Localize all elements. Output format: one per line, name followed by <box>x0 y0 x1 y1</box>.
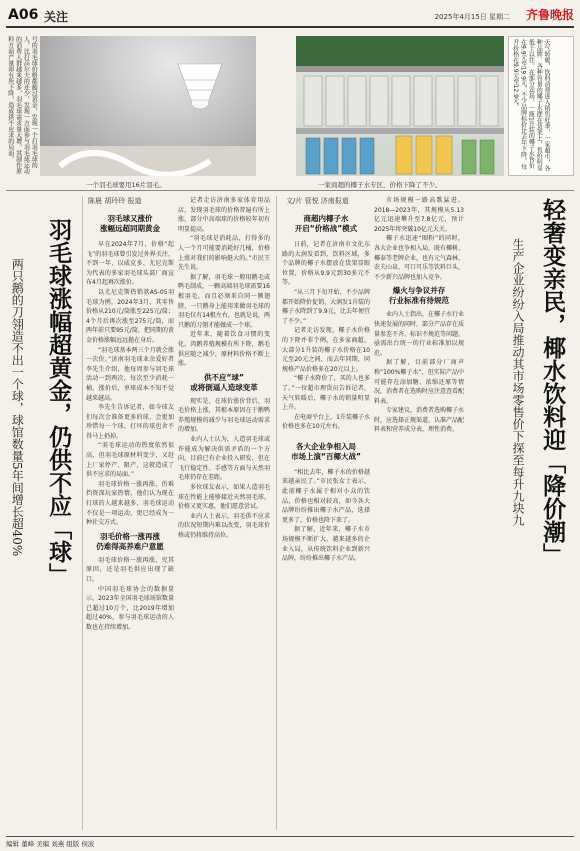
article1-paragraph: 据了解，羽毛球一般用鹅毛或鸭毛制成，一颗高端羽毛球需要16根羽毛，而且必须来自同一侧翅膀，一只鹅身上能用来做羽毛球的羽毛仅有14根左右，也就是说，两只鹅的刀翎才能做成一个球。 <box>178 273 270 329</box>
photo-right-caption: 一家商超的椰子水专区，价格下降了不少。 <box>318 181 442 189</box>
article2-column-b <box>374 196 464 832</box>
article2-paragraph: 据了解，目前部分厂商声称“100%椰子水”，但实际产品中可能存在添加糖、浓缩还原等情况，消费者在选购时应注意查看配料表。 <box>374 359 464 405</box>
section-title: 关注 <box>44 10 69 24</box>
article2-paragraph: 据了解，近年来，椰子水市场规模不断扩大，越来越多的企业入局，从传统饮料企业到新兴品牌，纷纷推出椰子水产品。 <box>282 526 370 563</box>
shuttlecock-icon <box>170 56 230 116</box>
article1-paragraph: “羽毛球运动的热度依然很高，但羽毛球原材料变少，又赶上厂家停产、限产，这就造成了供不应求的局面。” <box>86 442 174 479</box>
photo-left-caption: 一个羽毛球要用16片羽毛。 <box>86 181 166 189</box>
article2-paragraph: 椰子水迅速“圈粉”的同时，各大企业也争相入局，既有椰树、椰泰等老牌企业，也有元气森林、农夫山泉、可口可乐等饮料巨头，不少新兴品牌也加入竞争。 <box>374 235 464 281</box>
article2-market-subhead: 各大企业争相入局 市场上演“百椰大战” <box>291 441 361 461</box>
article1-paragraph: 羽毛球价格一涨再涨，究其原因，还是羽毛供应出现了缺口。 <box>86 556 174 583</box>
article2-paragraph: 市场规模一路高歌猛进。2018—2023年，其规模从5.13亿元迅速攀升至7.8亿元，预计2025年将突破10亿元大关。 <box>374 197 464 233</box>
article1-paragraph: 以尤尼克斯热销款AS-05羽毛球为例，2024年3月，其零售价格从210元/筒涨至225元/筒；4个月后再次涨至275元/筒，而两年前只要95元/筒，把同期的黄金价格涨幅远远抛在身后。 <box>86 288 174 344</box>
coconut-water-shelf-photo <box>296 36 504 176</box>
article2-paragraph: 在电商平台上，1升装椰子水价格也多在10元左右。 <box>282 413 370 431</box>
article1-paragraph: “羽毛球是消耗品，打得多的人一个月可能要消耗好几桶，价格上涨对我们的影响挺大的。”市民王先生说。 <box>178 235 270 272</box>
article1-column-a <box>86 208 174 832</box>
photo-left-sidebar <box>6 36 38 176</box>
article-divider <box>276 196 277 830</box>
article1-paragraph: 早在2024年7月，价格“起飞”的羽毛球曾引发过外界关注，不到一年，以威克多、尤尼克斯为代表的多家羽毛球头部厂商宣布4月起再次涨价。 <box>86 241 174 287</box>
article2-subheadline: 生产企业纷纷入局推动其市场零售价下探至每升九块九 <box>511 238 525 526</box>
masthead-logo: 齐鲁晚报 <box>525 8 574 22</box>
article1-why-subhead: 供不应“球” 或将倒逼人造球变革 <box>190 372 258 392</box>
article1-column-b <box>178 196 270 832</box>
article1-paragraph: 记者走访济南多家体育用品店，发现羽毛球的价格普遍有所上涨，部分中高端球的价格较年初有明显提高。 <box>178 197 270 233</box>
article1-paragraph: 近年来，随着饮食习惯的变化，肉鹅养殖规模有所下降，鹅毛供应随之减少，原材料价格不断上涨。 <box>178 331 270 368</box>
photo-left-side-text: 号的羽毛球价格都超过黄金，发现一个打羽毛球的人，比打高尔夫的还少，发现一方面参与羽毛球运动的消费人群越来越多，羽毛球需求量大增，其制作原料方面产量却有所下降，造成供不应求的局面。 <box>6 36 38 174</box>
article1-headline: 羽毛球涨幅超黄金，仍供不应「球」 <box>45 218 73 586</box>
photo-right-side-text: 天气转暖，饮料消费进入销售旺季，一家超市，各种品牌、各种容量的椰子水摆在货架上，售价明显低于以往。在部分卖场，一瓶1升装的椰子水售价在9.9元至19.9元，不少品牌标价比去年下降，每升价格在9.9元至12.9元。 <box>511 39 550 171</box>
shelf-products-icon <box>296 36 504 176</box>
article1-paragraph: 多位球友表示，如果人造羽毛球在性能上能够接近天然羽毛球，价格又更实惠，他们愿意尝试。 <box>178 484 270 511</box>
article2-paragraph: “从三月下旬开始，不少品牌都开始降价促销，大润发1升装的椰子水降到了9.9元，比去年便宜了不少。” <box>282 288 370 325</box>
article1-paragraph: 现实是，在球价涨价背后，羽毛价格上涨，其根本原因在于鹅鸭养殖规模的减少与羽毛球运动需求的增加。 <box>178 397 270 434</box>
article1-intro-subhead: 羽毛球又涨价 涨幅远超同期黄金 <box>100 214 160 233</box>
article2-paragraph: 业内人士指出，在椰子水行业快速发展的同时，部分产品存在质量参差不齐、标识不规范等问题，亟需出台统一的行业标准加以规范。 <box>374 311 464 357</box>
feather-tray-icon <box>40 136 256 176</box>
article2-paragraph: 记者走访发现，椰子水价格的下降并非个例，在多家商超，大部分1升装的椰子水价格在10元至20元之间，而去年同期，同规格产品价格多在20元以上。 <box>282 327 370 373</box>
article2-paragraph: 日前，记者在济南市文化东路的大润发看到，饮料区域，多个品牌的椰子水摆放在货架显眼位置，价格从9.9元到30多元不等。 <box>282 241 370 287</box>
article2-column-a <box>282 208 370 832</box>
article2-paragraph: 专家建议，消费者选购椰子水时，应选择正规渠道，认准产品配料表和营养成分表，理性消费。 <box>374 407 464 434</box>
article1-paragraph: 中国羽毛球协会的数据显示，2023年全国羽毛球场馆数量已超过10万个，比2019年增加超过40%，参与羽毛球运动的人数也在持续增加。 <box>86 585 174 631</box>
page-number: A06 <box>8 7 39 23</box>
article2-paragraph: “相比去年，椰子水的价格越来越亲民了。”市民张女士表示，此前椰子水属于相对小众的饮品，价格也相对较高，如今各大品牌纷纷推出椰子水产品，选择更多了，价格也降下来了。 <box>282 468 370 524</box>
article1-supply-subhead: 羽毛价格一涨再涨 仍难得高养难户意愿 <box>96 531 164 551</box>
dateline: 2025年4月15日 星期二 <box>434 13 510 21</box>
article2-industry-subhead: 爆火与争议并存 行业标准有待规范 <box>389 286 449 306</box>
article1-paragraph: 业内人士认为，人造羽毛球或许能成为解决供需矛盾的一个方向，目前已有企业投入研发，但在飞行稳定性、手感等方面与天然羽毛球仍存在差距。 <box>178 436 270 482</box>
article1-paragraph: “羽毛球基本两三个月就会涨一次价。”济南羽毛球业余爱好者李先生介绍，他每周参与羽毛球活动一到两次，每次至少消耗一桶，涨价后，单球成本不知不觉越来越高。 <box>86 346 174 402</box>
article2-intro-subhead: 商超内椰子水 开启“价格战”模式 <box>294 214 358 233</box>
article1-paragraph: 业内人士表示，羽毛供不应求的状况短期内难以改变，羽毛球价格或仍将维持高位。 <box>178 512 270 539</box>
editor-credits: 编辑 董峰 美编 刘燕 组版 侯波 <box>6 840 95 848</box>
article2-paragraph: “椰子水降价了，买的人也多了。”一位超市理货员告诉记者，天气转暖后，椰子水的销量明显上升。 <box>282 375 370 412</box>
column-divider <box>82 196 83 830</box>
article1-subheadline: 两只鹅的刀翎造不出一个球，球馆数量5年间增长超40% <box>10 258 25 557</box>
photo-right-sidebar <box>508 36 574 176</box>
shuttlecock-photo <box>40 36 256 176</box>
article2-byline: 文/片 管悦 济南报道 <box>286 197 349 205</box>
page-footer <box>6 836 574 848</box>
page-header <box>6 6 574 28</box>
section-divider <box>6 190 574 191</box>
article1-paragraph: 羽毛球价格一涨再涨，仍难挡资深玩家热情，他们认为现在打球的人越来越多，羽毛球运动不仅是一项运动，更已经成为一种社交方式。 <box>86 480 174 527</box>
article1-byline: 陈晨 胡玲玲 报道 <box>88 197 142 205</box>
article1-paragraph: 李先生告诉记者，如今球友们每次会准备更多的球，会更加珍惜每一个球，打坏的球也舍不得马上扔掉。 <box>86 404 174 440</box>
article2-headline: 轻奢变亲民，椰水饮料迎「降价潮」 <box>539 198 567 566</box>
